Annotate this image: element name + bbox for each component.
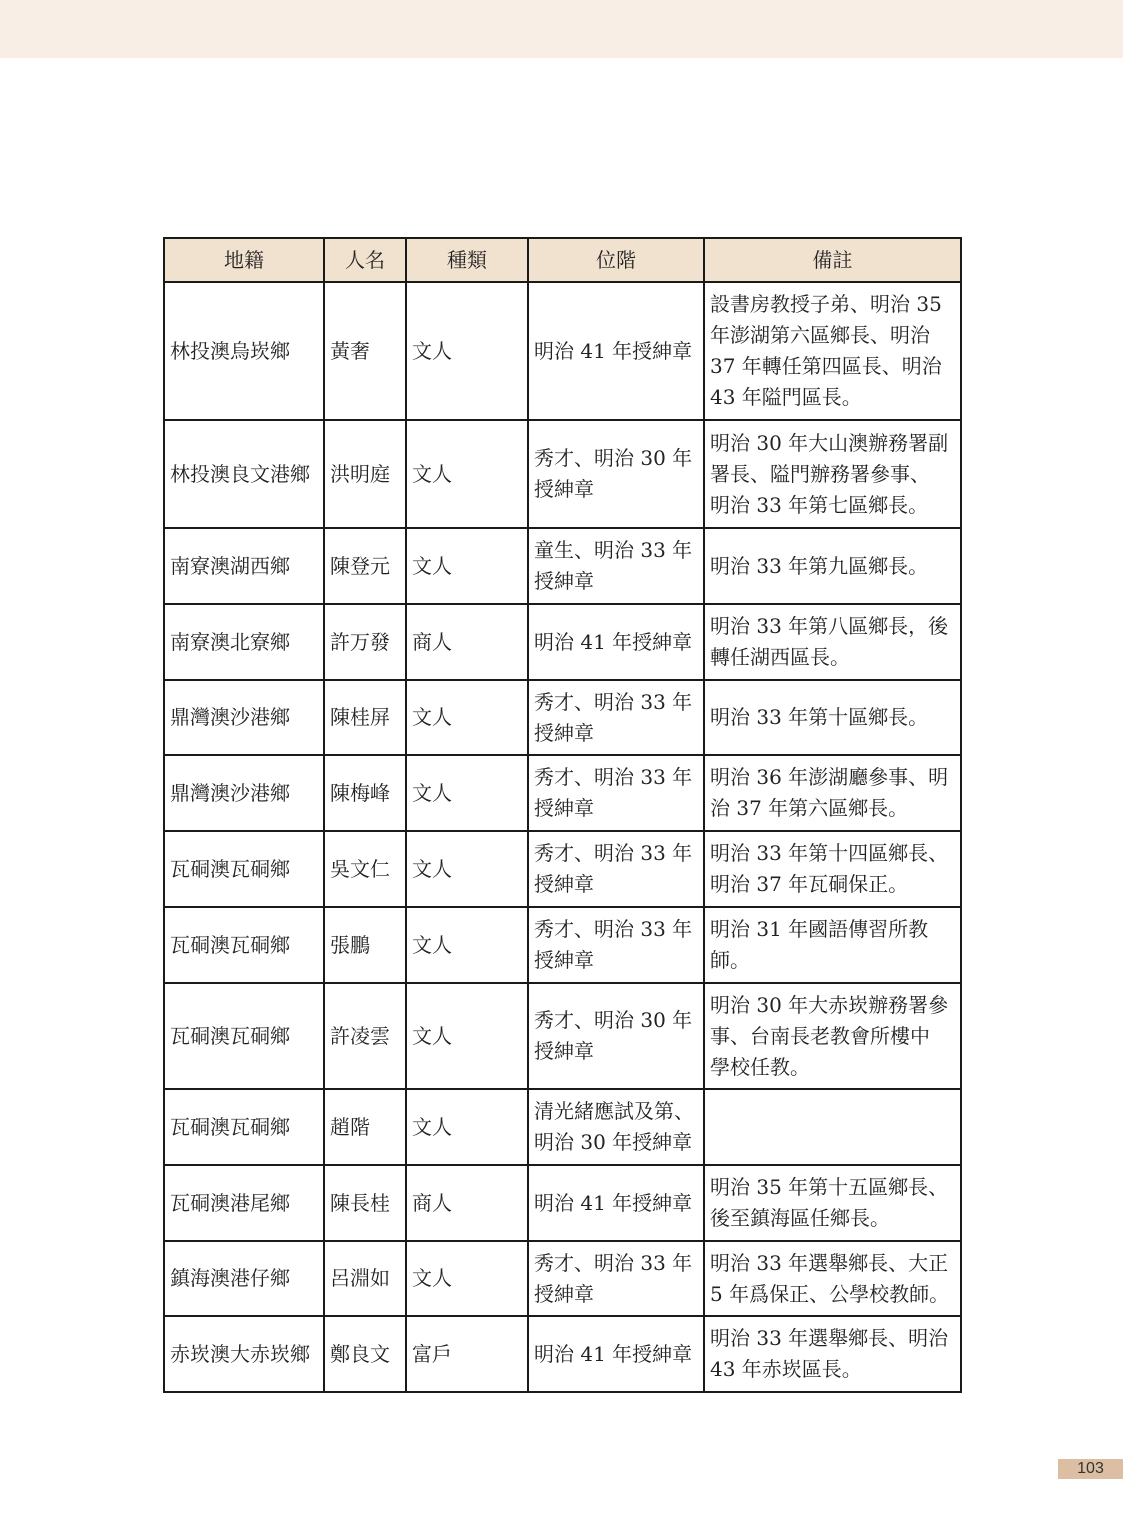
cell-place-text: 鼎灣澳沙港鄉 [170,705,290,729]
table-row [164,420,961,528]
cell-name [324,831,406,907]
cell-place-text: 瓦硐澳瓦硐鄉 [170,856,290,881]
cell-name [324,604,406,680]
cell-name-text: 吳文仁 [330,856,390,881]
remark-line: 後至鎮海區任鄉長。 [710,1206,890,1230]
cell-place-text: 林投澳良文港鄉 [170,461,310,486]
cell-remark [704,420,961,528]
rank-line: 授紳章 [534,1281,594,1306]
cell-place [164,1316,324,1392]
cell-place-text: 瓦硐澳瓦硐鄉 [170,1023,290,1048]
cell-name [324,420,406,528]
cell-name [324,983,406,1089]
cell-type [406,983,528,1089]
remark-line: 事、台南長老教會所樓中 [710,1023,930,1048]
rank-line: 秀才、明治 33 年 [534,1250,693,1275]
cell-rank [528,1165,704,1241]
cell-place [164,282,324,420]
remark-line: 明治 35 年第十五區鄉長、 [710,1175,949,1199]
cell-place-text: 鼎灣澳沙港鄉 [170,780,290,805]
cell-type-text: 文人 [412,856,452,881]
cell-place [164,680,324,755]
cell-remark [704,1241,961,1316]
cell-name-text: 陳長桂 [330,1190,390,1215]
cell-name [324,1165,406,1241]
cell-place [164,1241,324,1316]
cell-remark [704,1089,961,1165]
top-band [0,0,1123,58]
rank-line: 秀才、明治 33 年 [534,917,693,941]
table-row [164,1241,961,1316]
cell-rank [528,831,704,907]
cell-place-text: 南寮澳湖西鄉 [170,553,290,578]
rank-line: 授紳章 [534,948,594,972]
rank-line: 明治 41 年授紳章 [534,1341,693,1366]
remark-line: 轉任湖西區長。 [710,645,850,669]
cell-type [406,604,528,680]
cell-type-text: 商人 [412,1190,452,1215]
cell-place [164,983,324,1089]
cell-place [164,420,324,528]
remark-line: 明治 33 年第九區鄉長。 [710,553,929,578]
cell-type [406,1241,528,1316]
cell-type [406,680,528,755]
cell-type-text: 文人 [412,932,452,957]
rank-line: 清光緒應試及第、 [534,1099,694,1123]
cell-rank [528,1241,704,1316]
table-row [164,1316,961,1392]
cell-rank [528,755,704,831]
cell-name [324,1316,406,1392]
remark-line: 設書房教授子弟、明治 35 [710,292,942,316]
table-row [164,1089,961,1165]
page-number: 103 [1058,1459,1123,1479]
remark-line: 明治 30 年大山澳辦務署副 [710,430,949,455]
cell-name-text: 趙階 [330,1114,370,1139]
cell-type-text: 文人 [412,338,452,363]
remark-line: 明治 33 年選舉鄉長、大正 [710,1250,949,1275]
cell-place-text: 林投澳烏崁鄉 [170,338,290,363]
cell-type [406,831,528,907]
header-remark: 備註 [704,238,961,282]
cell-type [406,755,528,831]
rank-line: 童生、明治 33 年 [534,538,693,562]
table-row [164,282,961,420]
rank-line: 授紳章 [534,796,594,820]
rank-line: 明治 30 年授紳章 [534,1130,693,1154]
remark-line: 明治 33 年第八區鄉長，後 [710,614,949,638]
cell-name-text: 鄭良文 [330,1341,390,1366]
cell-rank [528,1089,704,1165]
header-rank: 位階 [528,238,704,282]
cell-place-text: 鎮海澳港仔鄉 [170,1266,290,1290]
remark-line: 明治 33 年第十四區鄉長、 [710,841,949,865]
cell-type [406,420,528,528]
cell-name [324,755,406,831]
remark-line: 明治 31 年國語傳習所教 [710,917,929,941]
cell-type-text: 文人 [412,780,452,805]
remark-line: 明治 33 年選舉鄉長、明治 [710,1326,949,1350]
cell-type [406,907,528,983]
cell-place-text: 南寮澳北寮鄉 [170,629,290,654]
table-row [164,907,961,983]
cell-place-text: 赤崁澳大赤崁鄉 [170,1341,310,1366]
table-row [164,831,961,907]
rank-line: 秀才、明治 30 年 [534,1008,693,1032]
remark-line: 明治 33 年第十區鄉長。 [710,705,929,729]
table-row [164,528,961,604]
cell-remark [704,680,961,755]
cell-place [164,528,324,604]
remark-line: 37 年轉任第四區長、明治 [710,354,942,378]
cell-name-text: 許凌雲 [330,1023,390,1048]
remark-line: 43 年隘門區長。 [710,385,862,409]
cell-type [406,1165,528,1241]
cell-place-text: 瓦硐澳瓦硐鄉 [170,932,290,957]
cell-name [324,907,406,983]
cell-rank [528,907,704,983]
rank-line: 授紳章 [534,1039,594,1063]
cell-name-text: 呂淵如 [330,1266,390,1290]
remark-line: 43 年赤崁區長。 [710,1357,862,1381]
cell-rank [528,680,704,755]
cell-type [406,1089,528,1165]
table-row [164,755,961,831]
cell-name-text: 黃奢 [330,338,370,363]
cell-rank [528,528,704,604]
cell-name [324,1089,406,1165]
cell-place-text: 瓦硐澳瓦硐鄉 [170,1114,290,1139]
cell-place [164,1089,324,1165]
cell-remark [704,831,961,907]
rank-line: 秀才、明治 33 年 [534,689,693,714]
cell-place [164,755,324,831]
remark-line: 明治 36 年澎湖廳參事、明 [710,765,949,789]
cell-name [324,680,406,755]
cell-type-text: 富戶 [412,1341,452,1366]
cell-place-text: 瓦硐澳港尾鄉 [170,1190,290,1215]
cell-type [406,1316,528,1392]
cell-place [164,604,324,680]
remark-line: 5 年爲保正、公學校教師。 [710,1281,950,1306]
cell-name-text: 陳梅峰 [330,780,390,805]
rank-line: 明治 41 年授紳章 [534,1190,693,1215]
cell-remark [704,755,961,831]
cell-place [164,831,324,907]
table-row [164,1165,961,1241]
rank-line: 秀才、明治 33 年 [534,841,693,865]
header-type: 種類 [406,238,528,282]
cell-type-text: 文人 [412,1266,452,1290]
cell-remark [704,604,961,680]
table-header-row [164,238,961,282]
remark-line: 明治 37 年瓦硐保正。 [710,872,909,896]
cell-name [324,528,406,604]
cell-name-text: 洪明庭 [330,461,390,486]
cell-remark [704,907,961,983]
cell-type-text: 文人 [412,461,452,486]
cell-place [164,907,324,983]
remark-line: 師。 [710,948,750,972]
remark-line: 明治 33 年第七區鄉長。 [710,492,929,517]
remark-line: 學校任教。 [710,1054,810,1079]
gentry-table [163,237,962,1393]
remark-line: 署長、隘門辦務署參事、 [710,461,930,486]
cell-rank [528,420,704,528]
header-place: 地籍 [164,238,324,282]
cell-name [324,1241,406,1316]
cell-type [406,528,528,604]
cell-name-text: 陳桂屏 [330,705,390,729]
cell-remark [704,1316,961,1392]
cell-name-text: 陳登元 [330,553,390,578]
cell-type-text: 文人 [412,1114,452,1139]
rank-line: 授紳章 [534,872,594,896]
table-row [164,604,961,680]
table-row [164,983,961,1089]
cell-name-text: 許万發 [330,629,390,654]
cell-rank [528,983,704,1089]
cell-rank [528,604,704,680]
cell-type-text: 文人 [412,705,452,729]
cell-type-text: 文人 [412,1023,452,1048]
rank-line: 秀才、明治 30 年 [534,446,693,470]
cell-remark [704,1165,961,1241]
cell-rank [528,1316,704,1392]
remark-line: 明治 30 年大赤崁辦務署參 [710,992,949,1017]
cell-remark [704,983,961,1089]
header-name: 人名 [324,238,406,282]
rank-line: 明治 41 年授紳章 [534,629,693,654]
cell-type-text: 商人 [412,629,452,654]
cell-remark [704,528,961,604]
cell-place [164,1165,324,1241]
table-row [164,680,961,755]
remark-line: 治 37 年第六區鄉長。 [710,796,909,820]
rank-line: 秀才、明治 33 年 [534,765,693,789]
remark-line: 年澎湖第六區鄉長、明治 [710,323,930,347]
cell-name-text: 張鵬 [330,932,370,957]
rank-line: 授紳章 [534,569,594,593]
cell-rank [528,282,704,420]
rank-line: 授紳章 [534,477,594,501]
rank-line: 明治 41 年授紳章 [534,338,693,363]
rank-line: 授紳章 [534,720,594,745]
cell-type-text: 文人 [412,553,452,578]
cell-remark [704,282,961,420]
cell-type [406,282,528,420]
cell-name [324,282,406,420]
